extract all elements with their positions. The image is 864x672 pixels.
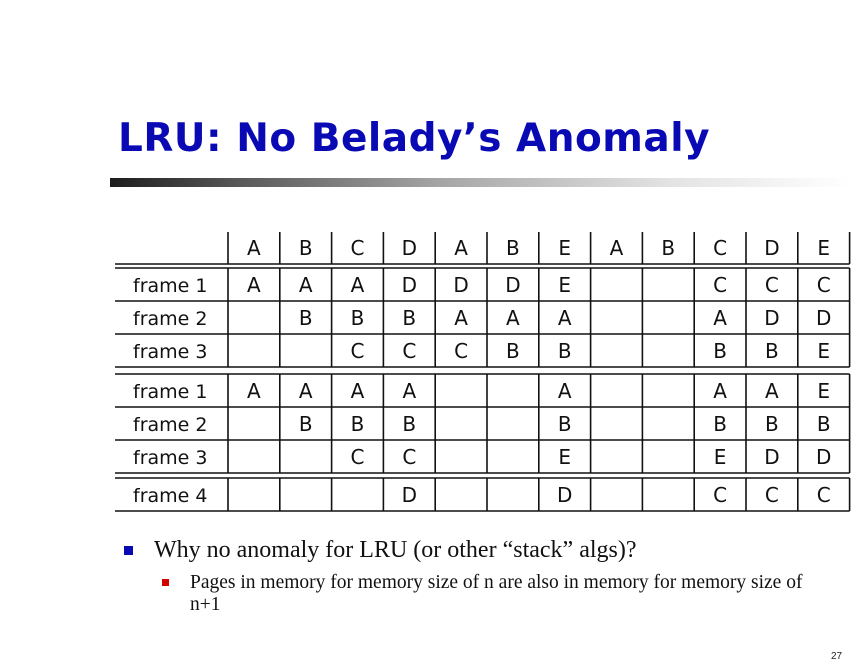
frame-row-label: frame 1 — [133, 275, 208, 297]
bullet-item — [124, 536, 844, 564]
reference-cell: B — [298, 236, 313, 260]
reference-cell: D — [764, 236, 780, 260]
frame-cell: A — [402, 379, 417, 403]
frame-cell: E — [713, 445, 727, 469]
frame-cell: D — [764, 306, 780, 330]
frame-cell: C — [816, 483, 831, 507]
frame-cell: C — [816, 273, 831, 297]
frame-cell: C — [764, 483, 779, 507]
frame-cell: E — [817, 379, 831, 403]
frame-row-label: frame 1 — [133, 381, 208, 403]
reference-cell: A — [454, 236, 468, 260]
frame-cell: B — [506, 339, 520, 363]
frame-cell: C — [402, 339, 417, 363]
slide-title: LRU: No Belady’s Anomaly — [118, 116, 711, 161]
frame-cell: B — [713, 412, 727, 436]
bullet-list — [124, 536, 844, 616]
frame-cell: A — [713, 379, 727, 403]
frame-cell: B — [402, 412, 417, 436]
frame-cell: C — [350, 445, 365, 469]
frame-cell: C — [713, 273, 728, 297]
frame-cell: A — [454, 306, 468, 330]
frame-cell: A — [298, 379, 313, 403]
frame-cell: D — [764, 445, 780, 469]
frame-cell: A — [557, 306, 572, 330]
frame-cell: E — [817, 339, 831, 363]
frame-cell: C — [764, 273, 779, 297]
frame-cell: C — [454, 339, 469, 363]
reference-cell: E — [817, 236, 831, 260]
frame-cell: B — [350, 412, 365, 436]
reference-cell: E — [558, 236, 572, 260]
frame-cell: E — [558, 273, 572, 297]
frame-cell: A — [298, 273, 313, 297]
frame-cell: B — [402, 306, 417, 330]
frame-cell: B — [298, 306, 313, 330]
frame-row-label: frame 3 — [133, 447, 208, 469]
frame-cell: B — [557, 412, 572, 436]
reference-cell: C — [350, 236, 365, 260]
frame-cell: C — [350, 339, 365, 363]
frame-cell: D — [401, 273, 418, 297]
bullet-square-icon — [124, 546, 133, 555]
frame-cell: B — [765, 412, 779, 436]
reference-cell: A — [247, 236, 261, 260]
frame-cell: B — [350, 306, 365, 330]
frame-cell: A — [765, 379, 779, 403]
frame-cell: D — [556, 483, 573, 507]
frame-cell: D — [401, 483, 418, 507]
reference-cell: A — [609, 236, 624, 260]
frame-cell: A — [713, 306, 727, 330]
frame-cell: D — [815, 306, 832, 330]
reference-cell: B — [506, 236, 520, 260]
sub-bullet-item — [162, 572, 830, 616]
frame-cell: E — [558, 445, 572, 469]
frame-cell: A — [247, 379, 261, 403]
bullet-text: Why no anomaly for LRU (or other “stack” algs)? — [154, 537, 637, 563]
frame-cell: B — [298, 412, 313, 436]
sub-bullet-text: Pages in memory for memory size of n are also in memory for memory size of n+1 — [190, 572, 803, 615]
frame-cell: A — [247, 273, 261, 297]
reference-cell: D — [401, 236, 418, 260]
frame-cell: B — [713, 339, 727, 363]
frame-cell: C — [402, 445, 417, 469]
page-number: 27 — [831, 651, 843, 662]
frame-cell: B — [557, 339, 572, 363]
frame-cell: A — [557, 379, 572, 403]
frame-cell: A — [506, 306, 520, 330]
frame-cell: A — [350, 273, 365, 297]
frame-row-label: frame 4 — [133, 485, 208, 507]
reference-cell: C — [713, 236, 728, 260]
frame-row-label: frame 2 — [133, 414, 208, 436]
frame-cell: C — [713, 483, 728, 507]
reference-cell: B — [661, 236, 676, 260]
frame-cell: A — [350, 379, 365, 403]
frame-row-label: frame 2 — [133, 308, 208, 330]
frame-row-label: frame 3 — [133, 341, 208, 363]
frame-cell: D — [815, 445, 832, 469]
frame-cell: B — [816, 412, 831, 436]
frame-cell: B — [765, 339, 779, 363]
frame-cell: D — [453, 273, 469, 297]
sub-bullet-square-icon — [162, 579, 169, 586]
frame-cell: D — [505, 273, 521, 297]
